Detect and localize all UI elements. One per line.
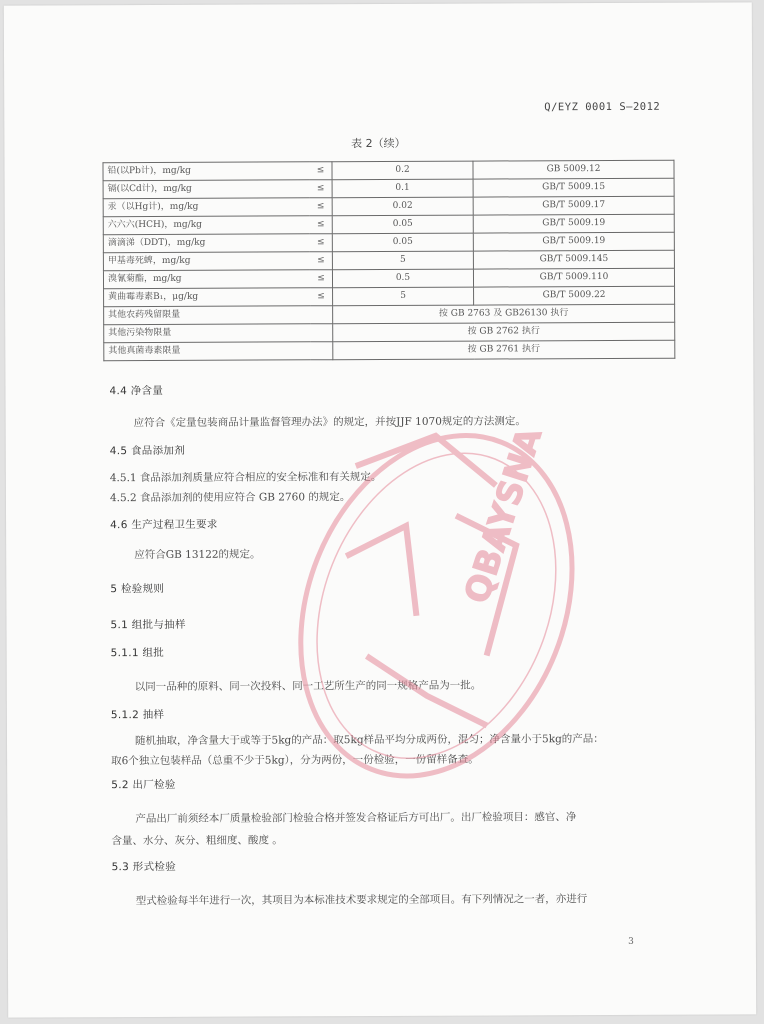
table-cell-method: GB/T 5009.110 [473,268,674,287]
document-code: Q/EYZ 0001 S—2012 [544,100,661,114]
section-5-1-heading: 5.1 组批与抽样 [110,618,186,632]
table-cell-value: 0.1 [332,179,473,198]
table-cell-symbol: ≤ [310,216,333,234]
table-cell-symbol: ≤ [309,162,332,180]
section-4-4-heading: 4.4 净含量 [109,384,164,398]
document-page [4,2,756,1017]
section-4-5-2-text: 4.5.2 食品添加剂的使用应符合 GB 2760 的规定。 [109,491,351,505]
table-cell-item: 汞（以Hg计)，mg/kg [103,198,310,217]
table-cell-item: 镉(以Cd计)，mg/kg [103,180,310,199]
table-row [103,250,674,270]
table-row [103,196,674,216]
limits-table [102,160,675,361]
table-cell-method: GB/T 5009.15 [473,178,674,197]
table-cell-symbol: ≤ [310,252,333,270]
table-cell-item: 溴氰菊酯，mg/kg [103,270,310,289]
table-cell-symbol: ≤ [310,234,333,252]
table-cell-item: 铅(以Pb计)，mg/kg [103,162,310,181]
table-cell-value: 0.02 [332,197,473,216]
table-cell-value: 0.05 [332,215,473,234]
table-cell-item: 其他农药残留限量 [104,306,333,325]
section-4-5-heading: 4.5 食品添加剂 [109,444,186,458]
table-cell-value: 0.5 [332,269,473,288]
table-cell-item: 滴滴涕（DDT)，mg/kg [103,234,310,253]
table-row [104,340,675,360]
table-cell-rule: 按 GB 2762 执行 [333,322,675,341]
table-cell-method: GB/T 5009.19 [473,232,674,251]
section-5-1-1-heading: 5.1.1 组批 [110,646,165,660]
table-cell-symbol: ≤ [310,180,333,198]
table-cell-value: 0.05 [332,233,473,252]
table-cell-item: 甲基毒死蜱，mg/kg [103,252,310,271]
table-cell-value: 5 [332,251,473,270]
table-row [103,160,674,180]
table-row [103,178,674,198]
section-5-1-2-text-line2: 取6个独立包装样品（总重不少于5kg），分为两份，一份检验，一份留样备查。 [111,753,479,768]
section-5-2-heading: 5.2 出厂检验 [111,778,176,792]
section-5-1-1-text: 以同一品种的原料、同一次投料、同一工艺所生产的同一规格产品为一批。 [134,679,482,694]
limits-table-body [103,160,675,360]
table-cell-item: 六六六(HCH)，mg/kg [103,216,310,235]
table-row [103,214,674,234]
table-cell-symbol: ≤ [310,288,333,306]
section-4-5-1-text: 4.5.1 食品添加剂质量应符合相应的安全标准和有关规定。 [109,470,382,485]
table-cell-method: GB/T 5009.145 [473,250,674,269]
table-cell-value: 5 [333,287,474,306]
table-cell-symbol: ≤ [310,270,333,288]
section-4-6-heading: 4.6 生产过程卫生要求 [110,518,218,532]
section-5-1-2-heading: 5.1.2 抽样 [110,708,165,722]
page-number: 3 [628,936,634,947]
section-5-3-heading: 5.3 形式检验 [111,860,177,874]
table-cell-item: 黄曲霉毒素B₁，μg/kg [104,288,311,307]
table-cell-method: GB 5009.12 [473,160,674,179]
table-caption: 表 2（续） [351,136,406,151]
section-4-4-text: 应符合《定量包装商品计量监督管理办法》的规定，并按JJF 1070规定的方法测定。 [133,415,526,430]
table-cell-rule: 按 GB 2761 执行 [333,340,675,359]
table-cell-method: GB/T 5009.22 [474,286,675,305]
table-row [104,286,675,306]
table-cell-value: 0.2 [332,161,473,180]
table-cell-method: GB/T 5009.19 [473,214,674,233]
table-row [103,232,674,252]
seal-code-text: QBAYSNA [456,422,551,609]
table-cell-method: GB/T 5009.17 [473,196,674,215]
section-5-2-text-line1: 产品出厂前须经本厂质量检验部门检验合格并签发合格证后方可出厂。出厂检验项目：感官、净 [135,811,577,826]
table-row [103,268,674,288]
table-cell-item: 其他真菌毒素限量 [104,342,333,361]
section-5-2-text-line2: 含量、水分、灰分、粗细度、酸度 。 [111,834,283,848]
table-cell-rule: 按 GB 2763 及 GB26130 执行 [333,304,675,323]
section-5-heading: 5 检验规则 [110,582,165,596]
section-4-6-text: 应符合GB 13122的规定。 [134,548,261,562]
section-5-3-text: 型式检验每半年进行一次，其项目为本标准技术要求规定的全部项目。有下列情况之一者，亦进行 [135,893,588,908]
table-cell-symbol: ≤ [310,198,333,216]
section-5-1-2-text-line1: 随机抽取，净含量大于或等于5kg的产品：取5kg样品平均分成两份，混匀；净含量小于5kg的产品： [134,733,604,748]
table-cell-item: 其他污染物限量 [104,324,333,343]
